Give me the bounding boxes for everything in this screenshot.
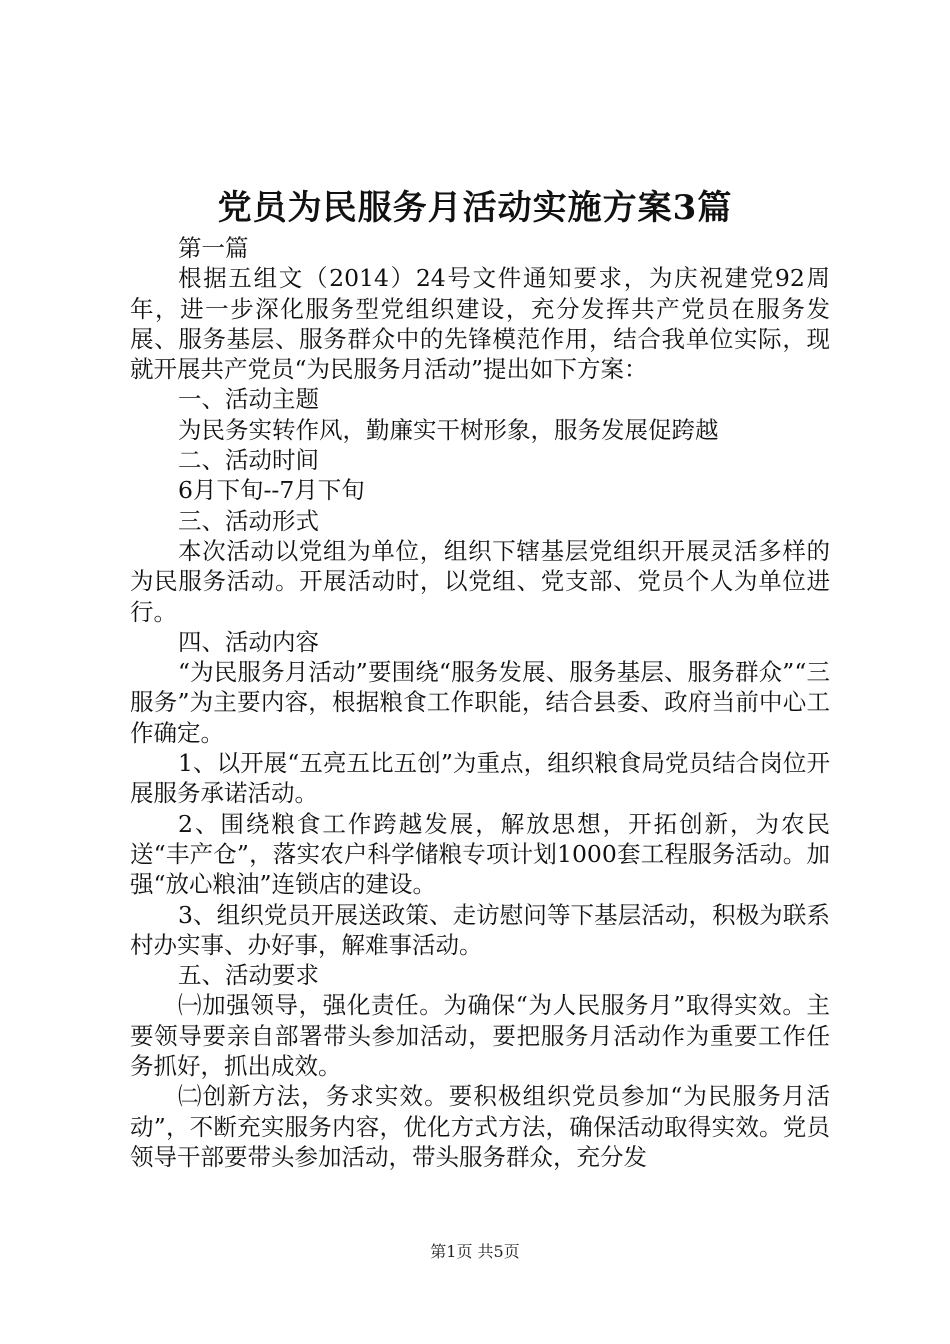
section-label-first-part: 第一篇: [178, 234, 249, 262]
document-title: 党员为民服务月活动实施方案3篇: [217, 188, 733, 228]
activity-theme-text: 为民务实转作风，勤廉实干树形象，服务发展促跨越: [178, 415, 719, 444]
activity-form-text: 本次活动以党组为单位，组织下辖基层党组织开展灵活多样的为民服务活动。开展活动时，以党组、党支部、党员个人为单位进行。: [130, 536, 830, 626]
content-item-3: 3、组织党员开展送政策、走访慰问等下基层活动，积极为联系村办实事、办好事，解难事活动。: [130, 900, 830, 959]
heading-activity-theme: 一、活动主题: [178, 385, 319, 414]
heading-activity-content: 四、活动内容: [178, 627, 319, 656]
heading-activity-time: 二、活动时间: [178, 446, 319, 475]
content-item-2: 2、围绕粮食工作跨越发展，解放思想，开拓创新，为农民送“丰产仓”，落实农户科学储粮专项计划1000套工程服务活动。加强“放心粮油”连锁店的建设。: [130, 809, 830, 899]
content-item-1: 1、以开展“五亮五比五创”为重点，组织粮食局党员结合岗位开展服务承诺活动。: [130, 749, 830, 808]
requirement-item-1: ㈠加强领导，强化责任。为确保“为人民服务月”取得实效。主要领导要亲自部署带头参加活动，要把服务月活动作为重要工作任务抓好，抓出成效。: [130, 991, 830, 1081]
requirement-item-2: ㈡创新方法，务求实效。要积极组织党员参加“为民服务月活动”，不断充实服务内容，优化方式方法，确保活动取得实效。党员领导干部要带头参加活动，带头服务群众，充分发: [130, 1082, 830, 1171]
intro-paragraph: 根据五组文（2014）24号文件通知要求，为庆祝建党92周年，进一步深化服务型党组织建设，充分发挥共产党员在服务发展、服务基层、服务群众中的先锋模范作用，结合我单位实际，现就开展共产党员“为民服务月活动”提出如下方案：: [130, 264, 830, 384]
page-number-footer: 第1页 共5页: [430, 1242, 520, 1261]
activity-time-text: 6月下旬--7月下旬: [178, 476, 365, 505]
activity-content-text: “为民服务月活动”要围绕“服务发展、服务基层、服务群众”“三服务”为主要内容，根据粮食工作职能，结合县委、政府当前中心工作确定。: [130, 658, 830, 747]
heading-activity-requirements: 五、活动要求: [178, 961, 319, 990]
heading-activity-form: 三、活动形式: [178, 506, 319, 535]
document-body: [130, 233, 830, 1172]
